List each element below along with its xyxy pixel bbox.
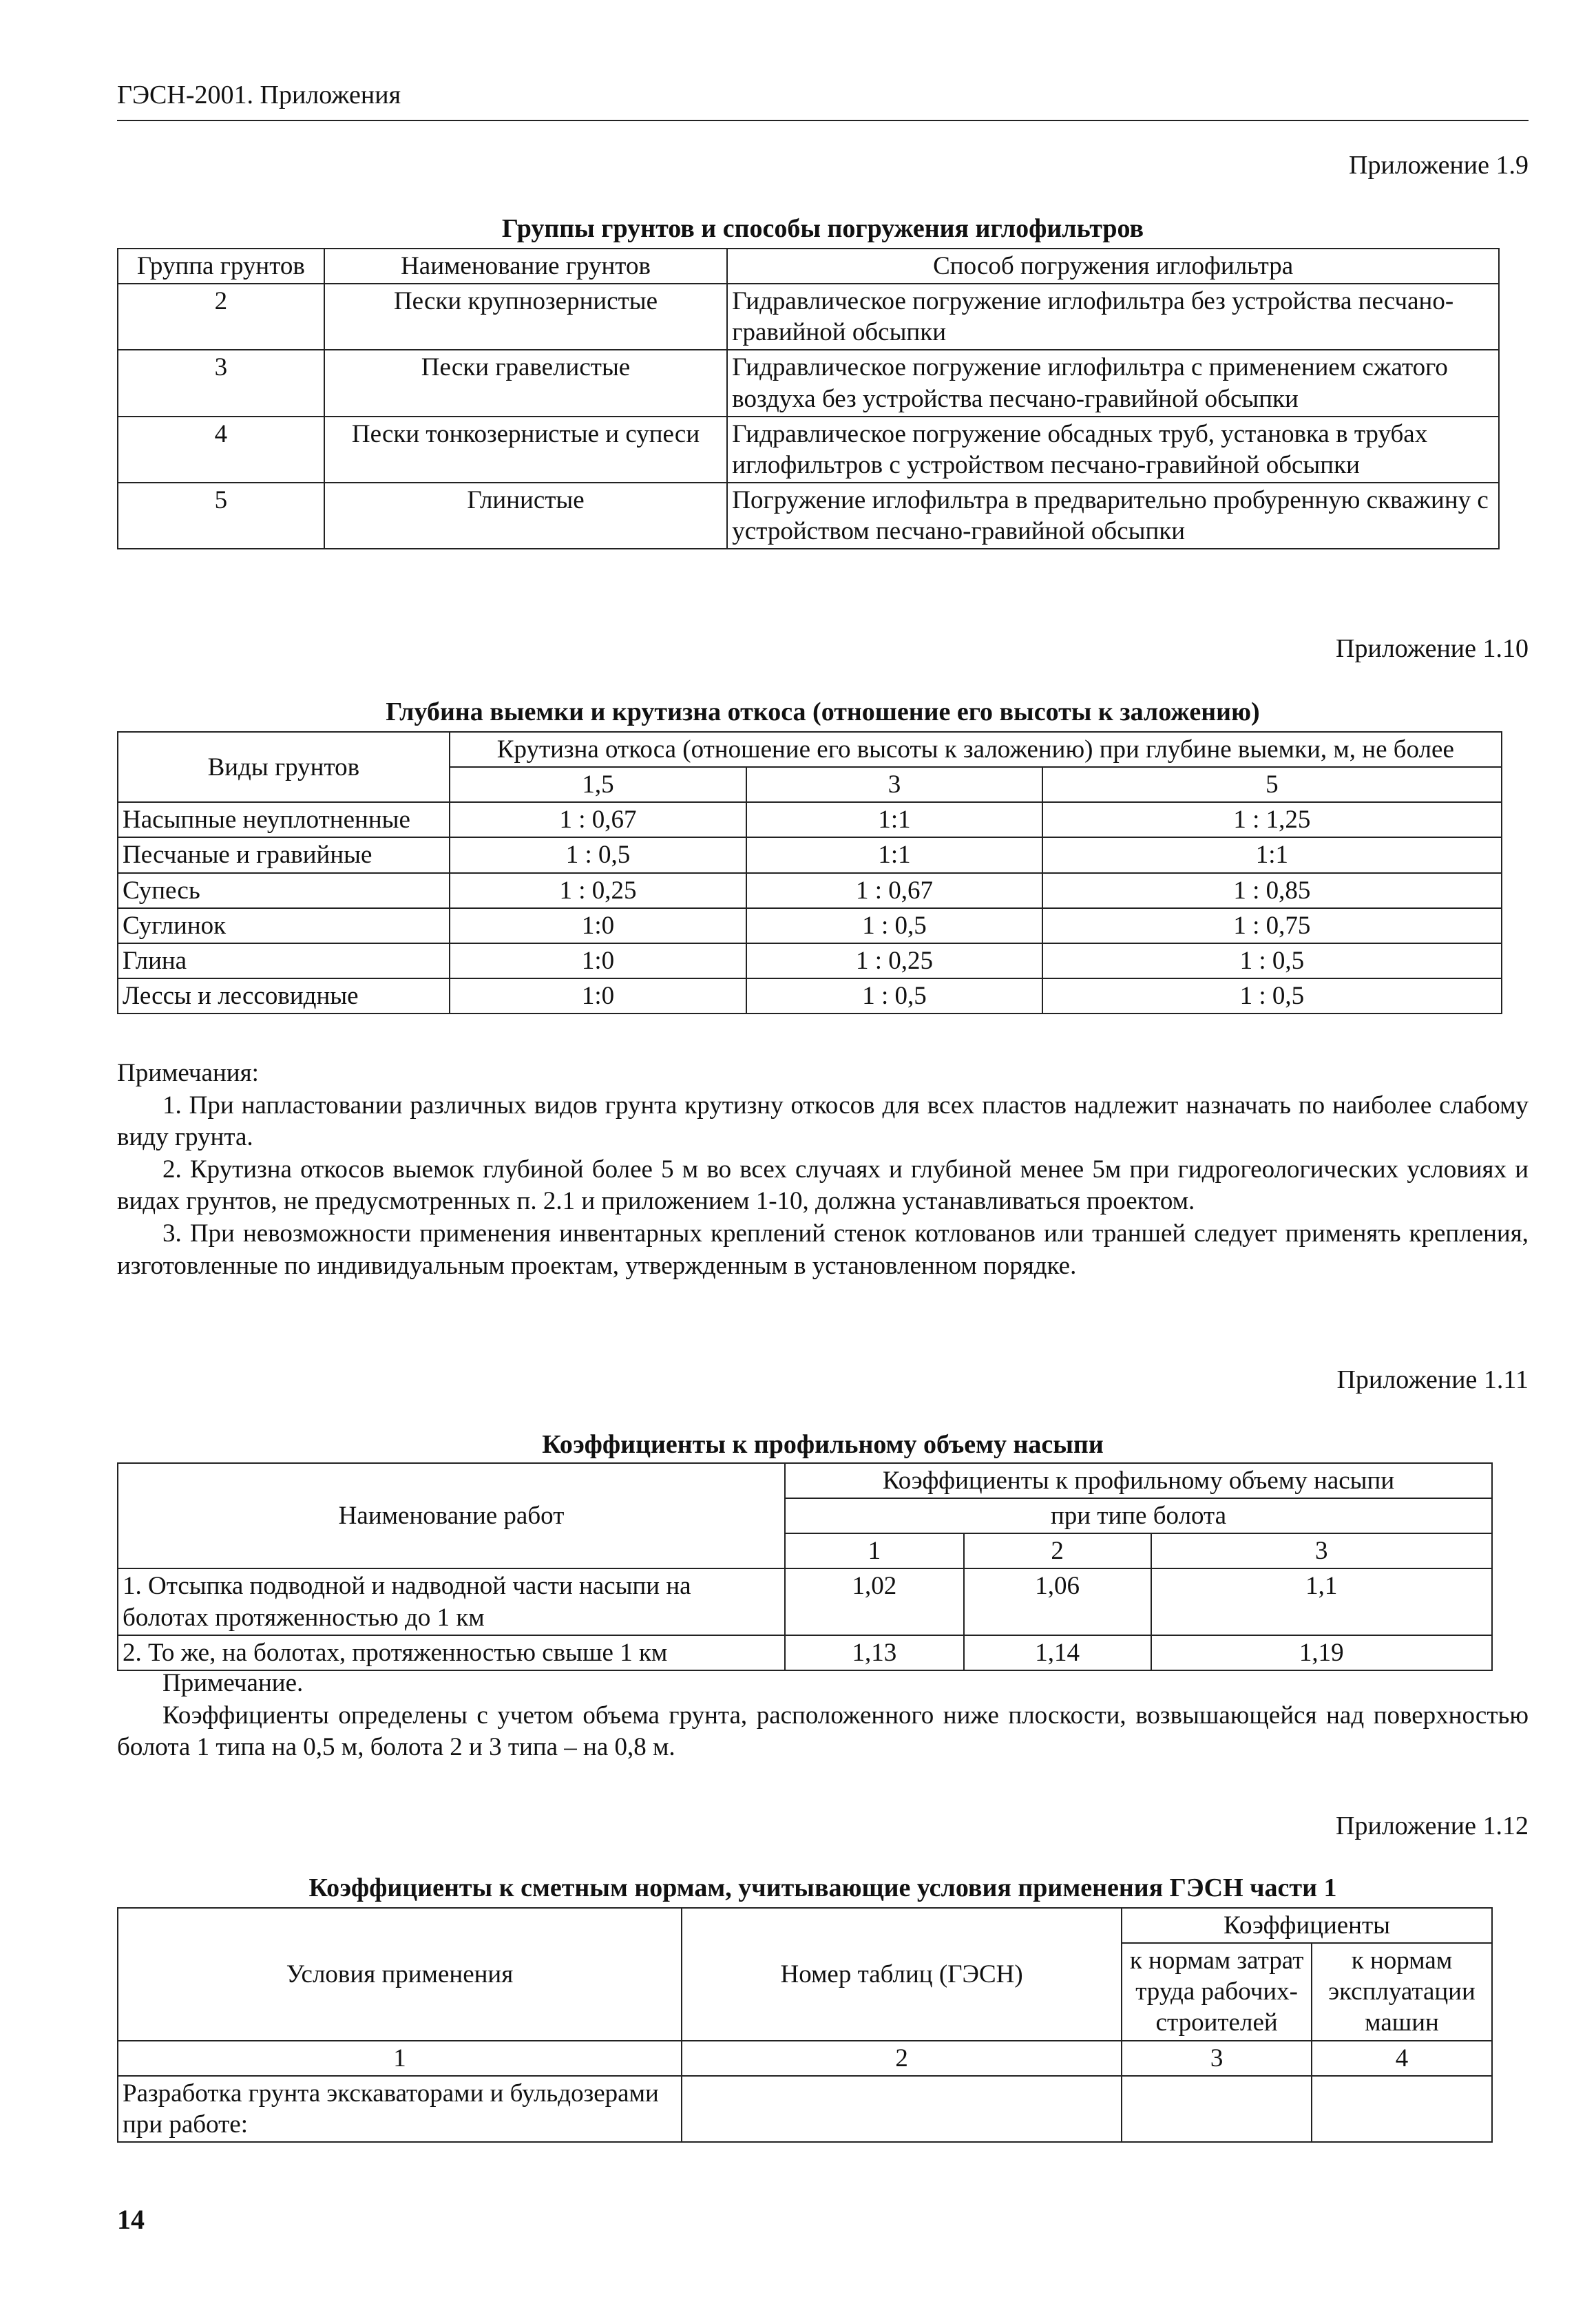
soil-cell: Глина bbox=[118, 943, 450, 978]
slope-cell: 1:0 bbox=[450, 978, 747, 1014]
column-number: 1 bbox=[118, 2041, 682, 2076]
slope-cell: 1:0 bbox=[450, 943, 747, 978]
empty-cell bbox=[1122, 2076, 1312, 2142]
table-row bbox=[118, 2076, 1492, 2142]
table-row bbox=[118, 908, 1502, 943]
soil-cell: Насыпные неуплотненные bbox=[118, 802, 450, 837]
coefficient-cell: 1,1 bbox=[1151, 1568, 1492, 1635]
soil-cell: Супесь bbox=[118, 873, 450, 908]
soil-groups-table bbox=[117, 248, 1500, 549]
soil-cell: Пески крупнозернистые bbox=[324, 284, 728, 350]
table-row bbox=[118, 417, 1499, 483]
method-cell: Гидравлическое погружение иглофильтра без устройства песчано-гравийной обсыпки bbox=[727, 284, 1499, 350]
soil-cell: Пески тонкозернистые и супеси bbox=[324, 417, 728, 483]
slope-steepness-table bbox=[117, 731, 1502, 1014]
table-row bbox=[118, 943, 1502, 978]
slope-cell: 1 : 0,67 bbox=[450, 802, 747, 837]
table-header-row bbox=[118, 1908, 1492, 1943]
column-header: Наименование работ bbox=[118, 1463, 785, 1568]
table-row bbox=[118, 978, 1502, 1014]
column-header: при типе болота bbox=[785, 1498, 1492, 1533]
table-header-row bbox=[118, 732, 1502, 767]
empty-cell bbox=[682, 2076, 1122, 2142]
work-cell: 1. Отсыпка подводной и надводной части насыпи на болотах протяженностью до 1 км bbox=[118, 1568, 785, 1635]
slope-cell: 1:1 bbox=[1042, 837, 1502, 872]
table-header-row bbox=[118, 1463, 1492, 1498]
note-item: 3. При невозможности применения инвентарных креплений стенок котлованов или траншей следует применять крепления, изготовленные по индивидуальным проектам, утвержденным в установленном порядке. bbox=[117, 1219, 1529, 1280]
table-row bbox=[118, 802, 1502, 837]
notes-heading: Примечания: bbox=[117, 1059, 259, 1087]
coefficient-cell: 1,06 bbox=[964, 1568, 1151, 1635]
swamp-type-header: 3 bbox=[1151, 1533, 1492, 1568]
table-row bbox=[118, 350, 1499, 416]
group-cell: 2 bbox=[118, 284, 324, 350]
table-title-1-10: Глубина выемки и крутизна откоса (отношение его высоты к заложению) bbox=[386, 697, 1260, 726]
column-header: к нормам затрат труда рабочих-строителей bbox=[1122, 1943, 1312, 2040]
slope-cell: 1 : 0,25 bbox=[746, 943, 1042, 978]
coefficient-cell: 1,02 bbox=[785, 1568, 964, 1635]
soil-cell: Суглинок bbox=[118, 908, 450, 943]
table-title-1-9: Группы грунтов и способы погружения иглофильтров bbox=[501, 214, 1144, 243]
slope-cell: 1:0 bbox=[450, 908, 747, 943]
column-header: Группа грунтов bbox=[118, 249, 324, 284]
slope-cell: 1 : 0,75 bbox=[1042, 908, 1502, 943]
group-cell: 4 bbox=[118, 417, 324, 483]
note-item: 1. При напластовании различных видов грунта крутизну откосов для всех пластов надлежит назначать по наиболее слабому виду грунта. bbox=[117, 1091, 1529, 1152]
slope-cell: 1 : 0,5 bbox=[1042, 943, 1502, 978]
empty-cell bbox=[1312, 2076, 1492, 2142]
slope-cell: 1:1 bbox=[746, 802, 1042, 837]
column-number: 4 bbox=[1312, 2041, 1492, 2076]
running-header: ГЭСН-2001. Приложения bbox=[117, 80, 1529, 121]
appendix-label-1-9: Приложение 1.9 bbox=[1349, 151, 1529, 180]
depth-header: 5 bbox=[1042, 767, 1502, 802]
note-1-11 bbox=[117, 1668, 1529, 1764]
group-cell: 5 bbox=[118, 483, 324, 549]
table-title-1-11: Коэффициенты к профильному объему насыпи bbox=[542, 1430, 1104, 1459]
slope-cell: 1 : 0,5 bbox=[746, 908, 1042, 943]
table-row bbox=[118, 1568, 1492, 1635]
slope-cell: 1 : 0,5 bbox=[450, 837, 747, 872]
column-number: 2 bbox=[682, 2041, 1122, 2076]
note-heading: Примечание. bbox=[162, 1669, 304, 1697]
soil-cell: Песчаные и гравийные bbox=[118, 837, 450, 872]
condition-cell: Разработка грунта экскаваторами и бульдозерами при работе: bbox=[118, 2076, 682, 2142]
notes-1-10 bbox=[117, 1058, 1529, 1282]
table-row bbox=[118, 837, 1502, 872]
slope-cell: 1 : 0,5 bbox=[746, 978, 1042, 1014]
table-header-row bbox=[118, 2041, 1492, 2076]
soil-cell: Глинистые bbox=[324, 483, 728, 549]
column-number: 3 bbox=[1122, 2041, 1312, 2076]
table-header-row bbox=[118, 249, 1499, 284]
depth-header: 3 bbox=[746, 767, 1042, 802]
column-header: к нормам эксплуатации машин bbox=[1312, 1943, 1492, 2040]
slope-cell: 1 : 0,85 bbox=[1042, 873, 1502, 908]
table-row bbox=[118, 1635, 1492, 1670]
table-row bbox=[118, 483, 1499, 549]
column-header: Коэффициенты bbox=[1122, 1908, 1492, 1943]
work-cell: 2. То же, на болотах, протяженностью свыше 1 км bbox=[118, 1635, 785, 1670]
method-cell: Гидравлическое погружение иглофильтра с применением сжатого воздуха без устройства песчано-гравийной обсыпки bbox=[727, 350, 1499, 416]
swamp-type-header: 1 bbox=[785, 1533, 964, 1568]
note-item: Коэффициенты определены с учетом объема грунта, расположенного ниже плоскости, возвышающейся над поверхностью болота 1 типа на 0,5 м, болота 2 и 3 типа – на 0,8 м. bbox=[117, 1701, 1529, 1762]
group-cell: 3 bbox=[118, 350, 324, 416]
slope-cell: 1 : 1,25 bbox=[1042, 802, 1502, 837]
method-cell: Гидравлическое погружение обсадных труб, установка в трубах иглофильтров с устройством песчано-гравийной обсыпки bbox=[727, 417, 1499, 483]
page-number: 14 bbox=[117, 2204, 145, 2235]
estimate-coefficients-table bbox=[117, 1907, 1493, 2143]
method-cell: Погружение иглофильтра в предварительно пробуренную скважину с устройством песчано-гравийной обсыпки bbox=[727, 483, 1499, 549]
appendix-label-1-12: Приложение 1.12 bbox=[1336, 1811, 1529, 1840]
table-title-1-12: Коэффициенты к сметным нормам, учитывающие условия применения ГЭСН части 1 bbox=[308, 1873, 1337, 1902]
column-header: Номер таблиц (ГЭСН) bbox=[682, 1908, 1122, 2041]
column-header: Коэффициенты к профильному объему насыпи bbox=[785, 1463, 1492, 1498]
column-header: Виды грунтов bbox=[118, 732, 450, 802]
column-header: Наименование грунтов bbox=[324, 249, 728, 284]
slope-cell: 1 : 0,5 bbox=[1042, 978, 1502, 1014]
coefficient-cell: 1,14 bbox=[964, 1635, 1151, 1670]
soil-cell: Пески гравелистые bbox=[324, 350, 728, 416]
slope-cell: 1 : 0,67 bbox=[746, 873, 1042, 908]
slope-cell: 1:1 bbox=[746, 837, 1042, 872]
soil-cell: Лессы и лессовидные bbox=[118, 978, 450, 1014]
appendix-label-1-10: Приложение 1.10 bbox=[1336, 634, 1529, 663]
table-row bbox=[118, 873, 1502, 908]
depth-header: 1,5 bbox=[450, 767, 747, 802]
note-item: 2. Крутизна откосов выемок глубиной более 5 м во всех случаях и глубиной менее 5м при гидрогеологических условиях и видах грунтов, не предусмотренных п. 2.1 и приложением 1-10, должна устанавливаться проектом. bbox=[117, 1155, 1529, 1216]
column-header: Условия применения bbox=[118, 1908, 682, 2041]
column-header: Способ погружения иглофильтра bbox=[727, 249, 1499, 284]
coefficient-cell: 1,19 bbox=[1151, 1635, 1492, 1670]
column-header: Крутизна откоса (отношение его высоты к заложению) при глубине выемки, м, не более bbox=[450, 732, 1502, 767]
embankment-coefficients-table bbox=[117, 1462, 1493, 1671]
table-row bbox=[118, 284, 1499, 350]
slope-cell: 1 : 0,25 bbox=[450, 873, 747, 908]
coefficient-cell: 1,13 bbox=[785, 1635, 964, 1670]
appendix-label-1-11: Приложение 1.11 bbox=[1336, 1365, 1529, 1394]
swamp-type-header: 2 bbox=[964, 1533, 1151, 1568]
